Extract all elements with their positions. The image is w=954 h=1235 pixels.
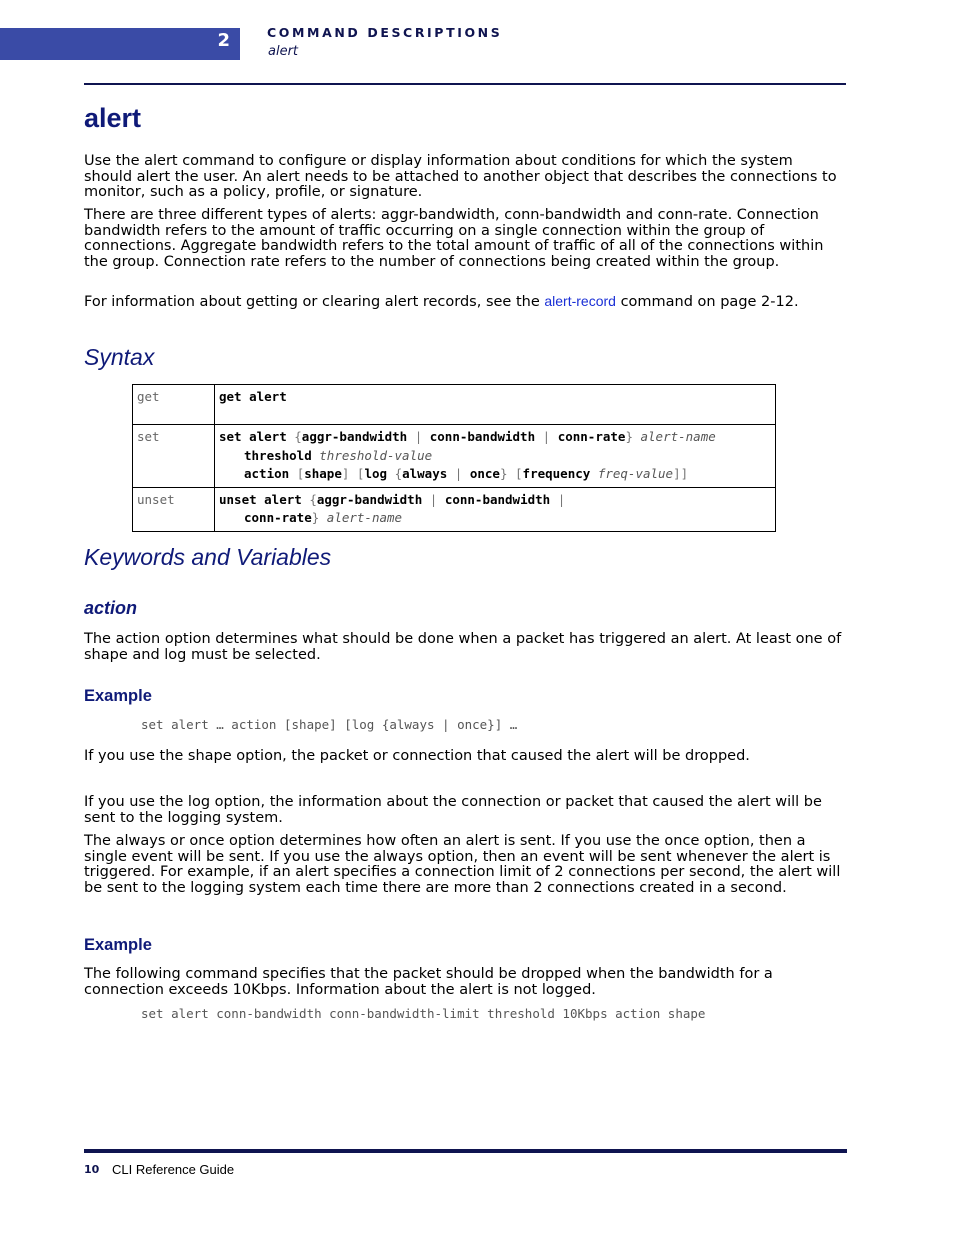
example-1-heading: Example <box>84 687 152 705</box>
chapter-tab <box>0 28 240 60</box>
header-subsection: alert <box>268 44 299 59</box>
header-section-title: COMMAND DESCRIPTIONS <box>267 25 503 40</box>
set-action-line: action [shape] [log {always | once} [frequency freq-value]] <box>244 466 689 481</box>
syntax-row-get <box>133 385 776 425</box>
action-heading: action <box>84 598 138 618</box>
intro-paragraph-3 <box>84 294 844 311</box>
example-1-code: set alert … action [shape] [log {always | once}] … <box>141 717 518 732</box>
token-connrate: conn-rate <box>557 429 626 444</box>
token-shape: shape <box>304 466 342 481</box>
chapter-number: 2 <box>217 30 230 51</box>
token-log: log <box>364 466 388 481</box>
token-threshold: threshold <box>244 447 312 463</box>
example-2-code: set alert conn-bandwidth conn-bandwidth-limit threshold 10Kbps action shape <box>141 1006 706 1021</box>
token-always: always <box>402 466 448 481</box>
footer-guide-title: CLI Reference Guide <box>112 1162 235 1177</box>
token-alert-name-unset: alert-name <box>326 510 403 525</box>
alert-record-link[interactable]: alert-record <box>544 293 616 309</box>
token-connbw: conn-bandwidth <box>429 429 536 444</box>
syntax-cmd-unset: unset alert {aggr-bandwidth | conn-bandwidth | conn-rate} alert-name <box>215 487 776 531</box>
cmd-unset-alert: unset alert <box>219 491 302 507</box>
token-aggr: aggr-bandwidth <box>301 429 408 444</box>
cmd-get-alert: get alert <box>219 389 287 404</box>
syntax-label-set: set <box>133 425 215 488</box>
token-connrate-unset: conn-rate <box>244 510 312 525</box>
page-number: 10 <box>84 1163 100 1176</box>
footer-rule <box>84 1149 847 1153</box>
unset-line-2: conn-rate} alert-name <box>244 510 403 525</box>
syntax-heading: Syntax <box>84 344 155 370</box>
example-2-paragraph: The following command specifies that the packet should be dropped when the bandwidth for a connection exceeds 10Kbps. Information about the alert is not logged. <box>84 966 773 998</box>
token-connbw-unset: conn-bandwidth <box>444 491 551 507</box>
syntax-cmd-set: set alert {aggr-bandwidth | conn-bandwidth | conn-rate} alert-name threshold threshold-value action [shape] [log {always | once} [frequency freq-value]] <box>215 425 776 488</box>
intro-p3-text: For information about getting or clearing alert records, see the <box>84 294 545 310</box>
token-action: action <box>244 466 290 481</box>
header-rule <box>84 83 846 85</box>
cmd-set-alert: set alert <box>219 429 287 444</box>
token-alert-name: alert-name <box>640 429 716 444</box>
always-once-paragraph: The always or once option determines how often an alert is sent. If you use the once option, then a single event will be sent. If you use the always option, then an event will be sent whenever the alert is triggered. For example, if an alert specifies a connection limit of 2 connections per second, the alert will be sent to the logging system each time there are more than 2 connections created in a second. <box>84 833 841 896</box>
token-once: once <box>469 466 500 481</box>
intro-p3-text-after: command on page 2-12. <box>615 294 799 310</box>
page-title: alert <box>84 103 142 133</box>
token-threshold-value: threshold-value <box>319 447 433 463</box>
intro-paragraph-1: Use the alert command to configure or display information about conditions for which the system should alert the user. An alert needs to be attached to another object that describes the connections to monitor, such as a policy, profile, or signature. <box>84 153 837 201</box>
log-paragraph: If you use the log option, the information about the connection or packet that caused the alert will be sent to the logging system. <box>84 794 822 826</box>
syntax-table <box>132 384 776 532</box>
action-paragraph: The action option determines what should be done when a packet has triggered an alert. At least one of shape and log must be selected. <box>84 631 842 663</box>
keywords-heading: Keywords and Variables <box>84 544 332 570</box>
syntax-row-set <box>133 425 776 488</box>
example-2-heading: Example <box>84 936 152 954</box>
shape-paragraph: If you use the shape option, the packet or connection that caused the alert will be dropped. <box>84 748 750 764</box>
syntax-label-unset: unset <box>133 487 215 531</box>
token-aggr-unset: aggr-bandwidth <box>316 491 423 507</box>
intro-paragraph-2: There are three different types of alerts: aggr-bandwidth, conn-bandwidth and conn-rate. Connection bandwidth refers to the amount of traffic occurring on a single connection within the group of connections. Aggregate bandwidth refers to the total amount of traffic of all of the connections within the group. Connection rate refers to the number of connections being created within the group. <box>84 207 824 270</box>
token-frequency: frequency <box>522 466 591 481</box>
syntax-label-get: get <box>133 385 215 425</box>
syntax-cmd-get <box>215 385 776 425</box>
syntax-row-unset <box>133 487 776 531</box>
set-threshold-line <box>219 447 771 466</box>
token-freq-value: freq-value <box>597 466 674 481</box>
